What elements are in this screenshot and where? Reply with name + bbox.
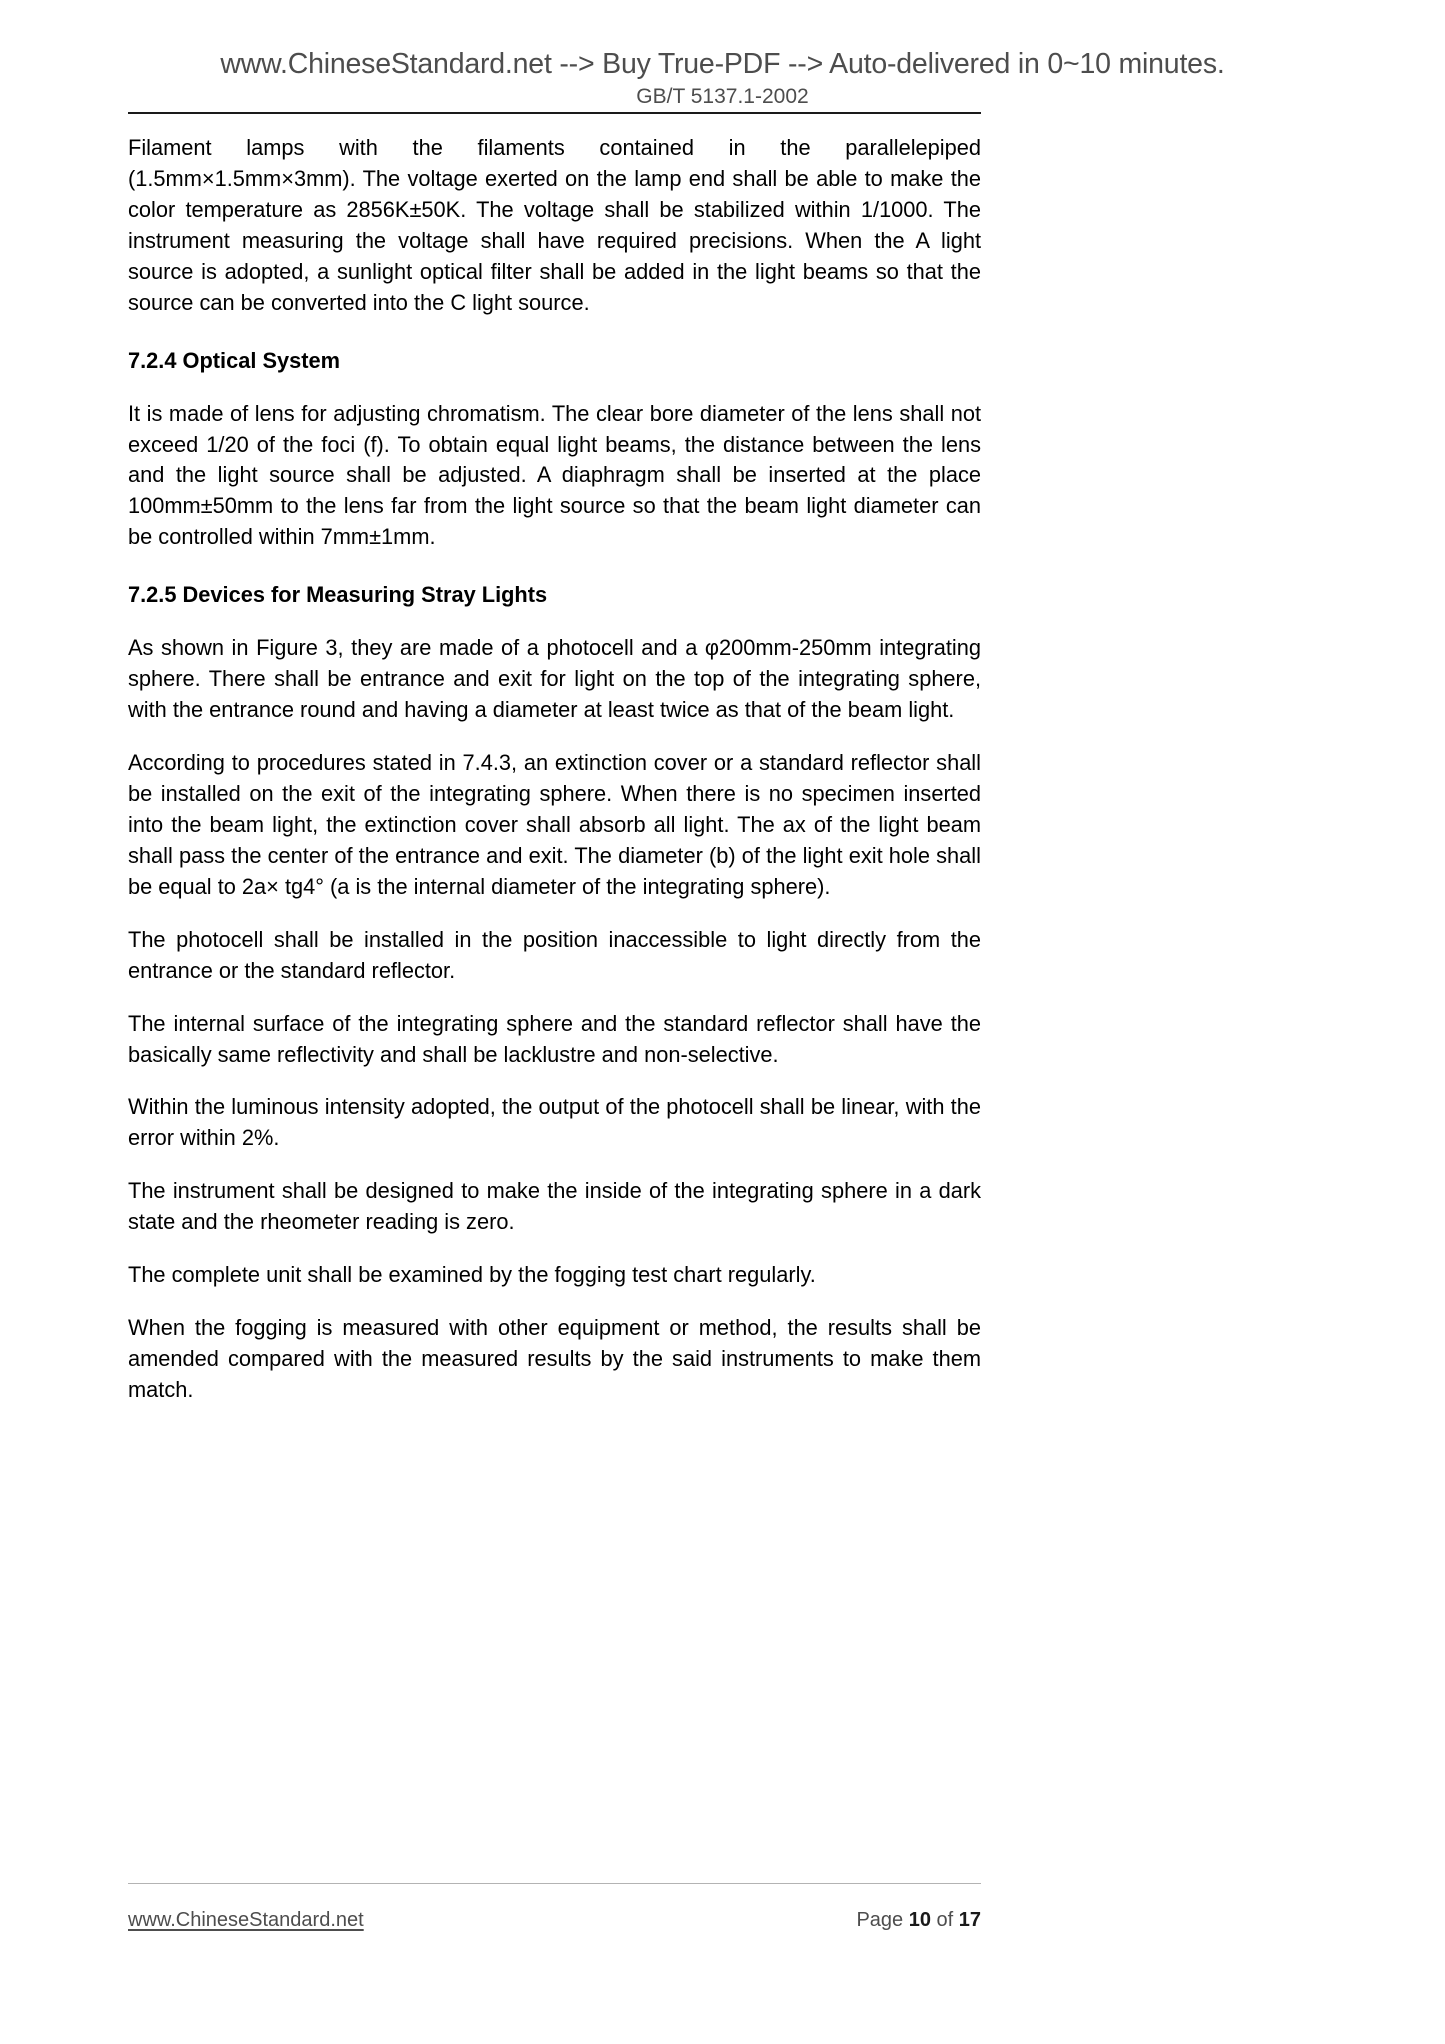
body-paragraph: The photocell shall be installed in the position inaccessible to light directly from the entrance or the standard reflector. xyxy=(128,926,981,983)
page-total: 17 xyxy=(958,1909,981,1931)
body-paragraph: The internal surface of the integrating sphere and the standard reflector shall have the basically same reflectivity and shall be lacklustre and non-selective. xyxy=(128,1010,981,1067)
page-number: 10 xyxy=(908,1909,931,1931)
body-paragraph: The complete unit shall be examined by the fogging test chart regularly. xyxy=(128,1262,816,1288)
footer-site-link[interactable]: www.ChineseStandard.net xyxy=(128,1909,364,1931)
body-paragraph: When the fogging is measured with other equipment or method, the results shall be amended compared with the measured results by the said instruments to make them match. xyxy=(128,1315,981,1402)
page-label-middle: of xyxy=(930,1909,959,1931)
promo-header-text: www.ChineseStandard.net --> Buy True-PDF --> Auto-delivered in 0~10 minutes. xyxy=(220,48,1225,80)
body-paragraph: The instrument shall be designed to make the inside of the integrating sphere in a dark state and the rheometer reading is zero. xyxy=(128,1178,981,1235)
body-paragraph: According to procedures stated in 7.4.3, an extinction cover or a standard reflector shall be installed on the exit of the integrating sphere. When there is no specimen inserted into the beam light, the extinction cover shall absorb all light. The ax of the light beam shall pass the center of the entrance and exit. The diameter (b) of the light exit hole shall be equal to 2a× tg4° (a is the internal diameter of the integrating sphere). xyxy=(128,750,981,899)
page-label-prefix: Page xyxy=(856,1909,909,1931)
page-footer xyxy=(128,1909,981,1932)
footer-divider xyxy=(128,1883,981,1884)
section-heading: 7.2.4 Optical System xyxy=(128,347,341,373)
body-paragraph: As shown in Figure 3, they are made of a photocell and a φ200mm-250mm integrating sphere. There shall be entrance and exit for light on the top of the integrating sphere, with the entrance round and having a diameter at least twice as that of the beam light. xyxy=(128,635,981,723)
body-paragraph: Filament lamps with the filaments contained in the parallelepiped (1.5mm×1.5mm×3mm). The voltage exerted on the lamp end shall be able to make the color temperature as 2856K±50K. The voltage shall be stabilized within 1/1000. The instrument measuring the voltage shall have required precisions. When the A light source is adopted, a sunlight optical filter shall be added in the light beams so that the source can be converted into the C light source. xyxy=(128,135,981,315)
section-heading: 7.2.5 Devices for Measuring Stray Lights xyxy=(128,582,548,608)
body-paragraph: It is made of lens for adjusting chromatism. The clear bore diameter of the lens shall not exceed 1/20 of the foci (f). To obtain equal light beams, the distance between the lens and the light source shall be adjusted. A diaphragm shall be inserted at the place 100mm±50mm to the lens far from the light source so that the beam light diameter can be controlled within 7mm±1mm. xyxy=(128,400,981,550)
body-paragraph: Within the luminous intensity adopted, the output of the photocell shall be linear, with the error within 2%. xyxy=(128,1094,981,1151)
header-divider xyxy=(128,112,981,114)
document-body xyxy=(128,133,981,1428)
page-indicator xyxy=(856,1909,981,1932)
standard-number: GB/T 5137.1-2002 xyxy=(636,85,809,108)
